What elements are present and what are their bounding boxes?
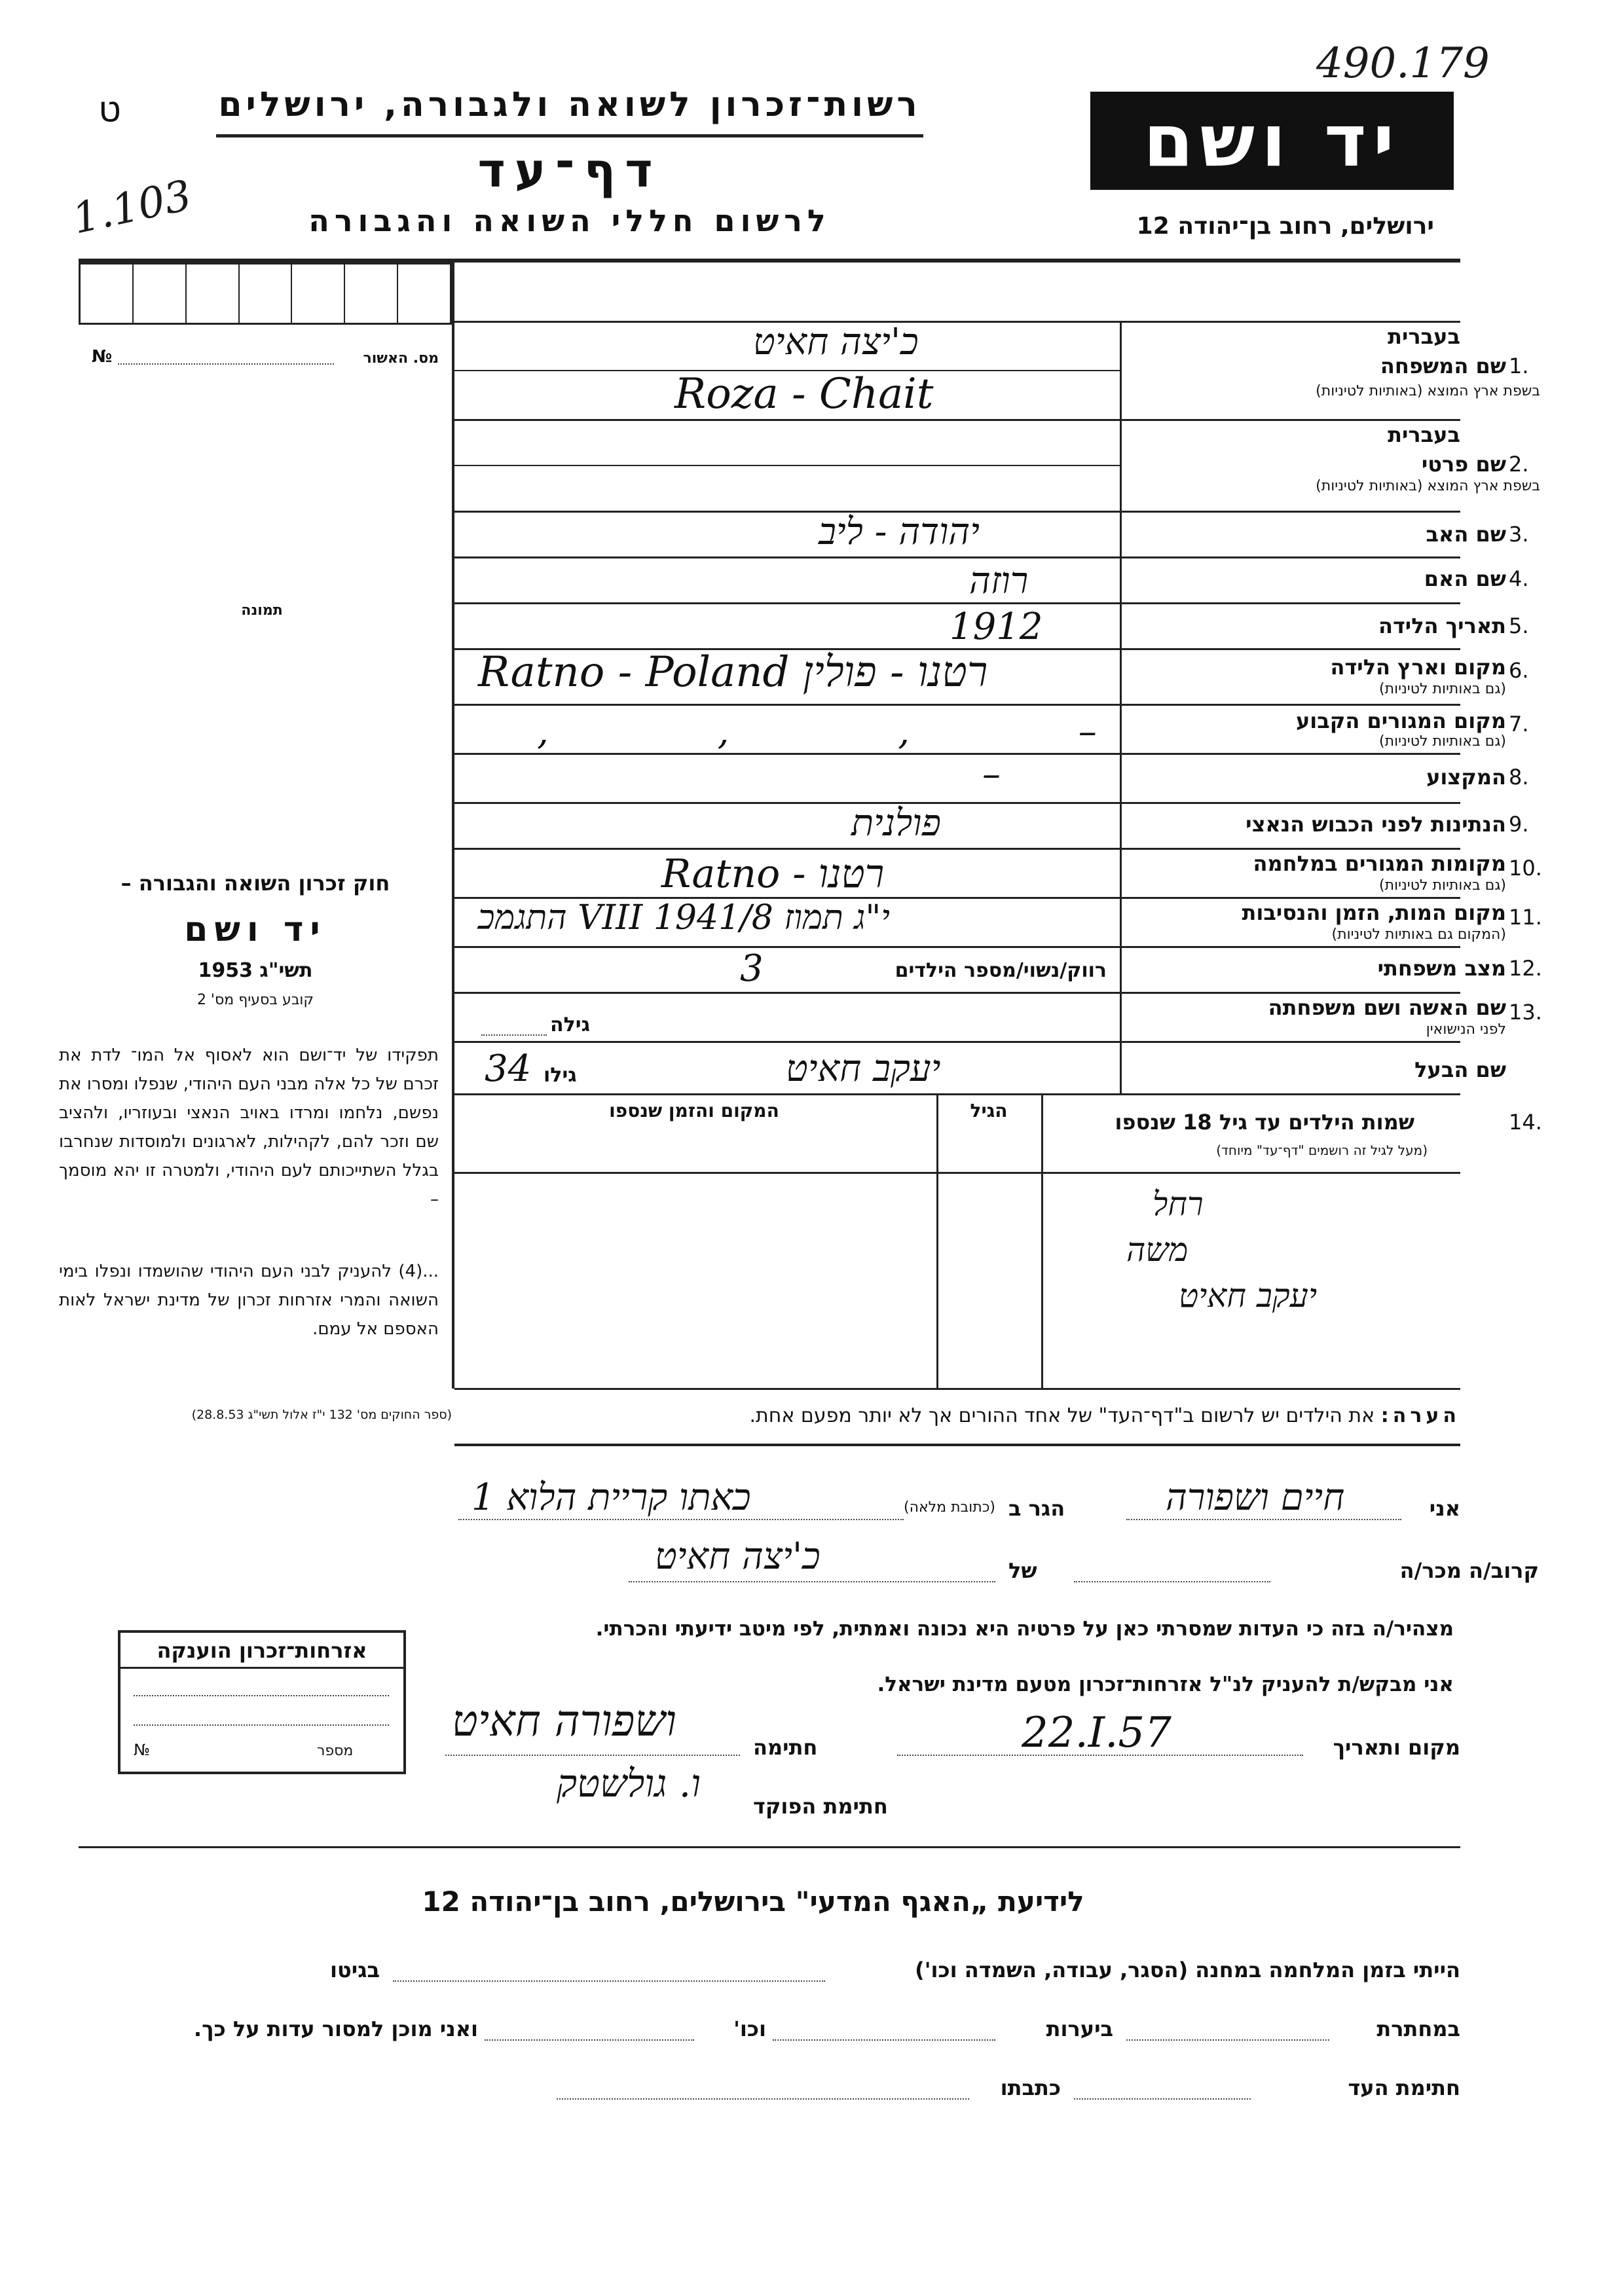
footer-line3-dots-b: [557, 2098, 969, 2100]
row7-num: 7.: [1509, 712, 1529, 737]
row1-value-he: כ'יצה חאיט: [753, 321, 919, 363]
row1-bottom-line: [454, 419, 1460, 421]
decl-resides: הגר ב: [1008, 1496, 1065, 1521]
children-age-col: הגיל: [970, 1100, 1008, 1121]
note-bottom-line: [454, 1444, 1460, 1446]
row5-num: 5.: [1509, 613, 1529, 638]
footer-line1-a: הייתי בזמן המלחמה במחנה (הסגר, עבודה, השמדה וכו'): [915, 1958, 1460, 1982]
row6-sub: (גם באותיות לטיניות): [1379, 681, 1506, 697]
footer-line3-b: כתבתו: [1000, 2075, 1061, 2100]
decl-name-dots: [1126, 1519, 1401, 1520]
footer-line1-b: בגיטו: [330, 1958, 380, 1982]
row6-label: מקום וארץ הלידה: [1330, 655, 1506, 680]
row11-label: מקום המות, הזמן והנסיבות: [1242, 900, 1506, 925]
row7-value: , , , –: [537, 710, 1175, 753]
table-left-border: [452, 263, 454, 1389]
decl-address-dots: [458, 1519, 904, 1520]
decl-ani: אני: [1429, 1496, 1460, 1521]
table-top-line: [452, 321, 1460, 323]
footer-line2-d: ואני מוכן למסור עדות על כך.: [193, 2016, 478, 2041]
children-age-divider-left: [1041, 1093, 1043, 1388]
row9-bottom-line: [454, 848, 1460, 850]
row3-num: 3.: [1509, 522, 1529, 547]
children-place-col: המקום והזמן שנספו: [609, 1100, 779, 1121]
row-husband-age-label: גילו: [544, 1064, 577, 1087]
decl-name-value: חיים ושפורה: [1166, 1476, 1345, 1519]
row1-value-lat: Roza - Chait: [674, 370, 934, 418]
decl-officer-label: חתימת הפוקד: [753, 1794, 888, 1819]
row1-sub-top: בעברית: [1388, 324, 1460, 349]
row3-label: שם האב: [1426, 522, 1506, 547]
row12-num: 12.: [1509, 956, 1542, 981]
citizenship-dots-1: [134, 1695, 389, 1696]
approval-no: №: [92, 347, 113, 367]
row12-value: 3: [740, 947, 764, 990]
row6-num: 6.: [1509, 658, 1529, 683]
row8-value: –: [982, 753, 1001, 795]
row9-label: הנתינות לפני הכבוש הנאצי: [1246, 812, 1506, 837]
code-boxes: [79, 263, 452, 325]
row11-value: י"ג תמוז 8/VIII 1941 התגמכ: [478, 898, 890, 938]
row2-num: 2.: [1509, 452, 1529, 477]
row-husband-label: שם הבעל: [1414, 1057, 1506, 1082]
footer-line2-dots-a: [1126, 2039, 1329, 2041]
address: ירושלים, רחוב בן־יהודה 12: [1136, 213, 1434, 240]
row4-num: 4.: [1509, 566, 1529, 591]
row5-label: תאריך הלידה: [1378, 613, 1506, 638]
law-title: חוק זכרון השואה והגבורה –: [120, 871, 390, 896]
row10-value: Ratno - רטנו: [661, 851, 885, 897]
row12-bottom-line: [454, 992, 1460, 994]
row8-label: המקצוע: [1426, 765, 1506, 790]
law-year: תשי"ג 1953: [198, 959, 313, 982]
footer-line2-b: ביערות: [1046, 2016, 1113, 2041]
row11-num: 11.: [1509, 905, 1542, 930]
law-text-1: תפקידו של יד־ושם הוא לאסוף אל המו־ לדת את זכרם של כל אלה מבני העם היהודי, שנפלו ומסרו את נפשם, נלחמו ומרדו באויב הנאצי ובעוזריו, ולהציב שם וזכר להם, לקהילות, לארגונים ולמוסדות שנחרבו בגלל השתייכותם לעם היהודי, ולמטרה זו יהא מוסמך –: [59, 1046, 439, 1209]
footer-line2-dots-b: [773, 2039, 995, 2041]
row11-bottom-line: [454, 946, 1460, 948]
row13-age-label: גילה: [550, 1013, 590, 1036]
citizenship-number-label: מספר: [317, 1743, 354, 1759]
row13-sub: לפני הנישואין: [1426, 1021, 1506, 1038]
row-husband-value: יעקב חאיט: [786, 1048, 941, 1090]
row6-value: Ratno - Poland רטנו - פולין: [478, 648, 988, 697]
decl-of-value: כ'יצה חאיט: [655, 1535, 821, 1578]
child-3: יעקב חאיט: [1179, 1277, 1318, 1315]
row14-label: שמות הילדים עד גיל 18 שנספו: [1115, 1110, 1414, 1135]
row6-bottom-line: [454, 704, 1460, 706]
footer-line1-dots: [393, 1980, 825, 1982]
form-title: דף־עד: [477, 143, 662, 198]
row10-label: מקומות המגורים במלחמה: [1253, 851, 1506, 876]
footer-line2-a: במחתרת: [1376, 2016, 1460, 2041]
table-label-divider: [1120, 321, 1122, 1093]
footer-line3-dots-a: [1074, 2098, 1251, 2100]
approval-dots: [118, 363, 334, 365]
side-number: 1.103: [68, 171, 196, 244]
row9-num: 9.: [1509, 812, 1529, 837]
form-subtitle: לרשום חללי השואה והגבורה: [308, 203, 831, 238]
row3-bottom-line: [454, 556, 1460, 558]
decl-place-date-value: 22.I.57: [1022, 1709, 1172, 1757]
corner-mark: ט: [98, 88, 122, 130]
row5-value: 1912: [950, 606, 1043, 648]
row4-label: שם האם: [1424, 566, 1506, 591]
row13-num: 13.: [1509, 1000, 1542, 1025]
row2-sub: בשפת ארץ המוצא (באותיות לטיניות): [1316, 478, 1540, 494]
child-2: משה: [1126, 1231, 1189, 1269]
row8-bottom-line: [454, 802, 1460, 804]
footer-line2-dots-c: [485, 2039, 694, 2041]
decl-signature-dots: [445, 1755, 740, 1756]
citizenship-title: אזרחות־זכרון הוענקה: [120, 1638, 403, 1669]
decl-officer-value: ו. גולשטק: [557, 1761, 701, 1806]
row-husband-age-value: 34: [485, 1048, 532, 1090]
citizenship-box: [118, 1630, 406, 1774]
authority-name: רשות־זכרון לשואה ולגבורה, ירושלים: [218, 85, 921, 124]
decl-signature-label: חתימה: [753, 1735, 818, 1760]
row2-label: שם פרטי: [1421, 452, 1506, 477]
row13-label: שם האשה ושם משפחתה: [1268, 995, 1506, 1020]
law-name: יד ושם: [184, 910, 327, 949]
row12-label: מצב משפחתי: [1377, 956, 1506, 981]
archive-number: 490.179: [1316, 39, 1490, 88]
decl-place-date-label: מקום ותאריך: [1333, 1735, 1460, 1760]
note-label: הערה:: [1380, 1404, 1460, 1427]
decl-of-dots: [629, 1581, 995, 1582]
children-age-divider-right: [936, 1093, 938, 1388]
decl-bottom-line: [79, 1846, 1460, 1848]
decl-relative-label: קרוב/ה מכר/ה: [1399, 1558, 1539, 1583]
yad-vashem-logo: יד ושם: [1090, 92, 1454, 190]
row2-sub-top: בעברית: [1388, 422, 1460, 447]
row9-value: פולנית: [851, 802, 941, 845]
row4-bottom-line: [454, 602, 1460, 604]
row12-inline: רווק/נשוי/מספר הילדים: [895, 959, 1107, 982]
authority-underline: [216, 134, 923, 137]
citizenship-dots-2: [134, 1724, 389, 1726]
decl-request: אני מבקש/ת להעניק לנ"ל אזרחות־זכרון מטעם מדינת ישראל.: [877, 1673, 1454, 1696]
row1-sub: בשפת ארץ המוצא (באותיות לטיניות): [1316, 383, 1540, 399]
row13-age-dots: [481, 1034, 547, 1036]
row7-label: מקום המגורים הקבוע: [1295, 708, 1506, 733]
decl-relative-dots: [1074, 1581, 1270, 1582]
note: [589, 1404, 1460, 1427]
decl-signature-value: ושפורה חאיט: [452, 1696, 676, 1746]
row13-bottom-line: [454, 1041, 1460, 1043]
footer-title: לידיעת „האגף המדעי" בירושלים, רחוב בן־יהודה 12: [422, 1886, 1084, 1918]
note-text: את הילדים יש לרשום ב"דף־העד" של אחד ההורים אך לא יותר מפעם אחת.: [749, 1404, 1375, 1427]
row14-num: 14.: [1509, 1110, 1542, 1135]
decl-statement: מצהיר/ה בזה כי העדות שמסרתי כאן על פרטיה היא נכונה ואמתית, לפי מיטב ידיעתי והכרתי.: [595, 1617, 1454, 1641]
children-header-line: [454, 1172, 1460, 1174]
law-clause: קובע בסעיף מס' 2: [196, 992, 314, 1008]
note-top-line: [454, 1388, 1460, 1390]
row4-value: רוזה: [969, 560, 1029, 602]
row10-num: 10.: [1509, 856, 1542, 881]
row1-num: 1.: [1509, 354, 1529, 378]
row10-sub: (גם באותיות לטיניות): [1379, 877, 1506, 894]
citizenship-no: №: [134, 1741, 150, 1759]
footer-line2-c: וכו': [733, 2016, 766, 2041]
row1-label: שם המשפחה: [1380, 354, 1506, 378]
law-ref: (ספר החוקים מס' 132 י"ז אלול תשי"ג 28.8.53): [191, 1408, 452, 1422]
row-husband-bottom-line: [454, 1093, 1460, 1095]
decl-address-value: כאתו קריית הלוא 1: [471, 1476, 751, 1519]
child-1: רחל: [1153, 1185, 1204, 1223]
footer-line3-a: חתימת העד: [1348, 2075, 1460, 2100]
approval-label: מס. האשור: [363, 350, 439, 367]
row3-value: יהודה - ליב: [819, 511, 980, 553]
row11-sub: (המקום גם באותיות לטיניות): [1331, 926, 1506, 943]
decl-of-label: של: [1008, 1558, 1037, 1583]
photo-label: תמונה: [241, 602, 283, 619]
row7-sub: (גם באותיות לטיניות): [1379, 733, 1506, 750]
row2-mid-line: [454, 465, 1120, 466]
row8-num: 8.: [1509, 765, 1529, 790]
row14-sub: (מעל לגיל זה רושמים "דף־עד" מיוחד): [1216, 1142, 1428, 1158]
decl-address-hint: (כתובת מלאה): [904, 1499, 995, 1516]
law-text-2: ...(4) להעניק לבני העם היהודי שהושמדו ונפלו בימי השואה והמרי אזרחות זכרון של מדינת ישראל לאות האספם אל עמם.: [59, 1262, 439, 1339]
row7-bottom-line: [454, 753, 1460, 755]
